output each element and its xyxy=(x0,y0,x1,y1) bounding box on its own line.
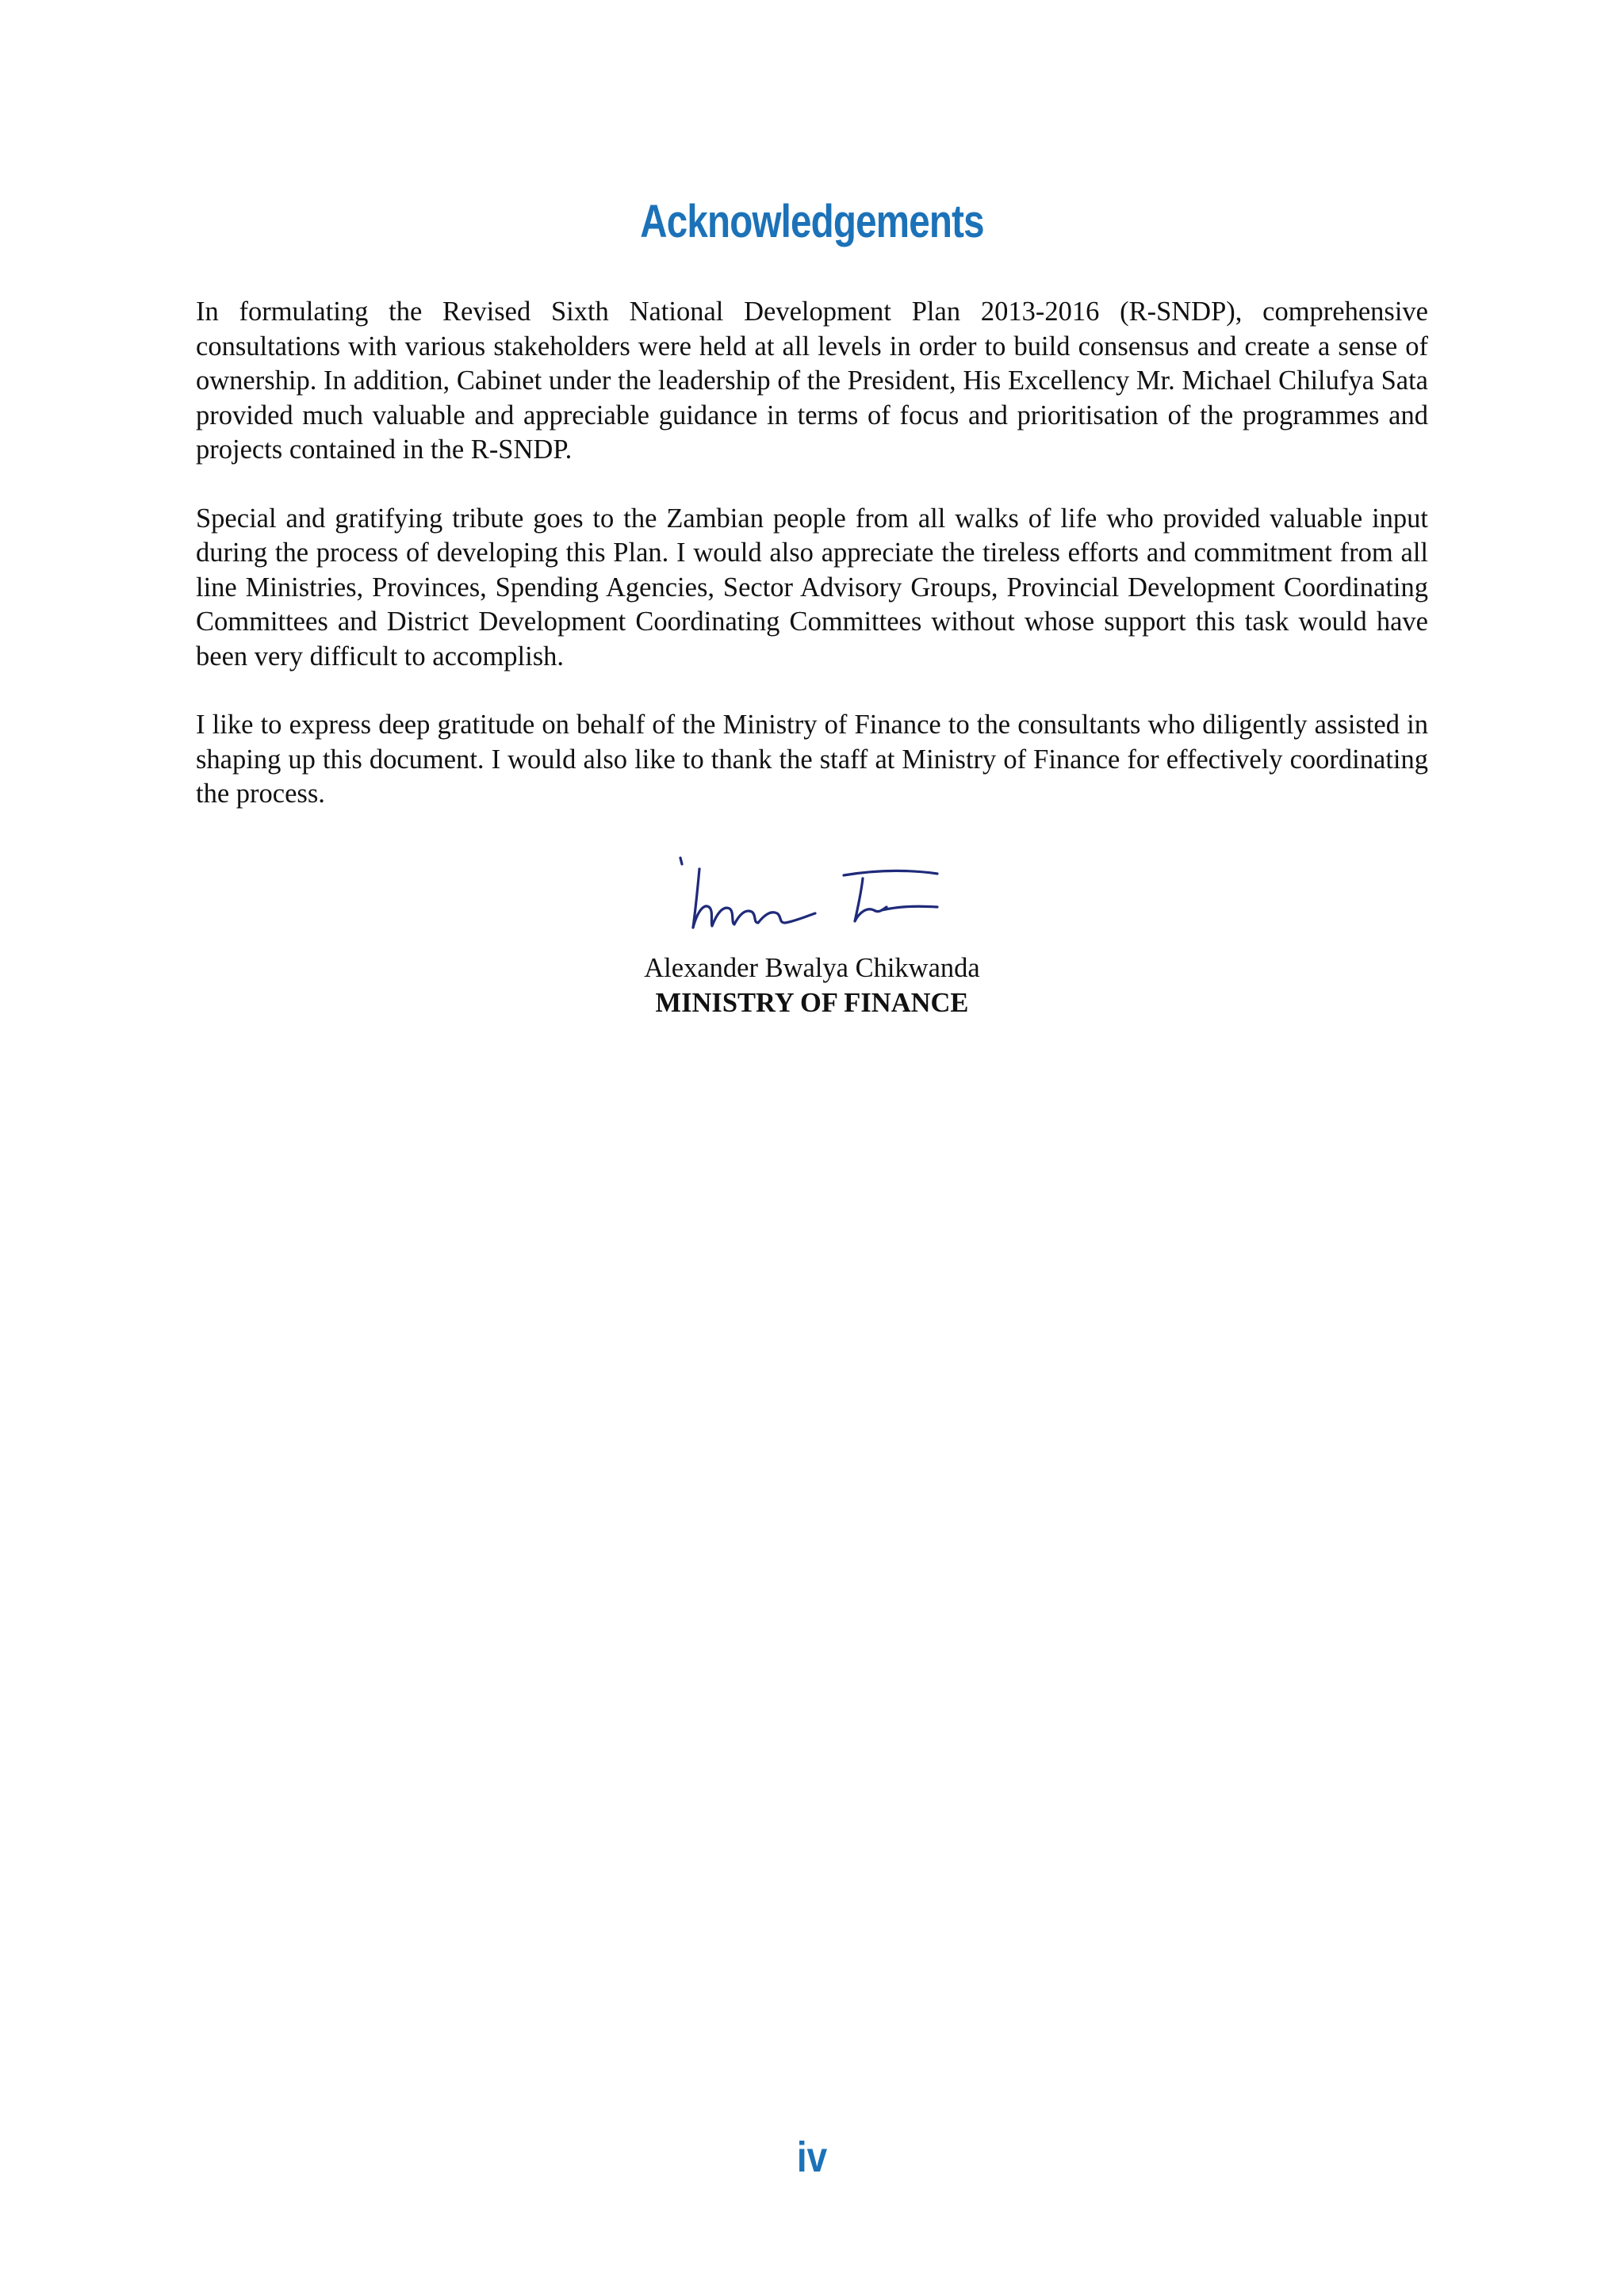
paragraph-consultations: In formulating the Revised Sixth National Development Plan 2013-2016 (R-SNDP), comprehensive consultations with various stakeholders were held at all levels in order to build consensus and create a sense of ownership. In addition, Cabinet under the leadership of the President, His Excellency Mr. Michael Chilufya Sata provided much valuable and appreciable guidance in terms of focus and prioritisation of the programmes and projects contained in the R-SNDP. xyxy=(196,297,1428,465)
paragraph-gratitude: I like to express deep gratitude on behalf of the Ministry of Finance to the consultants who diligently assisted in shaping up this document. I would also like to thank the staff at Ministry of Finance for effectively coordinating the process. xyxy=(196,710,1428,809)
paragraph-tribute: Special and gratifying tribute goes to the Zambian people from all walks of life who provided valuable input during the process of developing this Plan. I would also appreciate the tireless efforts and commitment from all line Ministries, Provinces, Spending Agencies, Sector Advisory Groups, Provincial Development Coordinating Committees and District Development Coordinating Committees without whose support this task would have been very difficult to accomplish. xyxy=(196,503,1428,672)
body-text xyxy=(196,295,1428,846)
page-title: Acknowledgements xyxy=(640,196,984,247)
signature-image xyxy=(674,855,967,942)
page-number: iv xyxy=(796,2133,828,2181)
signer-name: Alexander Bwalya Chikwanda xyxy=(644,953,980,983)
signer-organization: MINISTRY OF FINANCE xyxy=(655,988,969,1018)
